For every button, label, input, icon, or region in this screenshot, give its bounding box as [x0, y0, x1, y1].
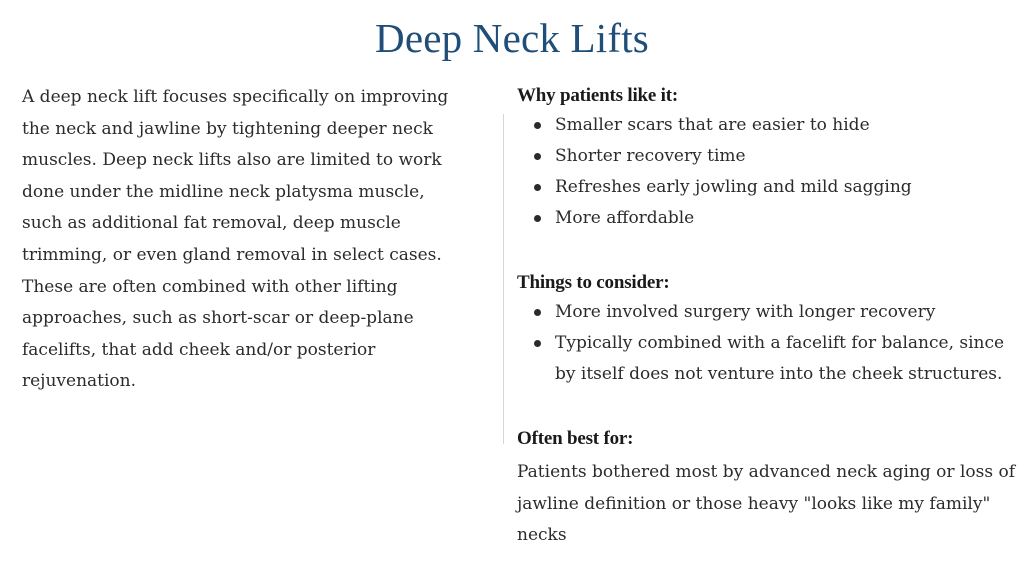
bullet-dot: [534, 153, 541, 160]
intro-paragraph: A deep neck lift focuses specifically on improving the neck and jawline by tightening deeper neck muscles. Deep neck lifts also are limited to work done under the midline neck platysma muscle, such as additional fat removal, deep muscle trimming, or even gland removal in select cases. These are often combined with other lifting approaches, such as short-scar or deep-plane facelifts, that add cheek and/or posterior rejuvenation.: [22, 87, 449, 392]
list-item-text: Smaller scars that are easier to hide: [555, 115, 870, 135]
list-item: [531, 297, 1022, 328]
section-heading: Things to consider:: [517, 272, 670, 293]
column-divider: [503, 114, 504, 444]
list-item-text: Typically combined with a facelift for balance, since by itself does not venture into the cheek structures.: [555, 333, 1005, 384]
page-title: Deep Neck Lifts: [375, 15, 649, 61]
list-item: [531, 203, 1022, 234]
bullet-dot: [534, 122, 541, 129]
section-why-patients-like-it: [517, 82, 1022, 234]
section-heading: Why patients like it:: [517, 85, 679, 106]
list-item-text: More affordable: [555, 208, 695, 228]
bullet-list: [517, 297, 1022, 390]
list-item: [531, 141, 1022, 172]
bullet-dot: [534, 215, 541, 222]
bullet-dot: [534, 309, 541, 316]
section-often-best-for: [517, 425, 1022, 552]
bullet-dot: [534, 340, 541, 347]
list-item: [531, 110, 1022, 141]
list-item: [531, 172, 1022, 203]
bullet-list: [517, 110, 1022, 234]
list-item-text: Refreshes early jowling and mild sagging: [555, 177, 912, 197]
section-things-to-consider: [517, 269, 1022, 390]
list-item-text: Shorter recovery time: [555, 146, 746, 166]
list-item: [531, 328, 1022, 390]
list-item-text: More involved surgery with longer recovery: [555, 302, 936, 322]
best-for-text: Patients bothered most by advanced neck aging or loss of jawline definition or those heavy "looks like my family" necks: [517, 462, 1015, 545]
bullet-dot: [534, 184, 541, 191]
section-heading: Often best for:: [517, 428, 634, 449]
